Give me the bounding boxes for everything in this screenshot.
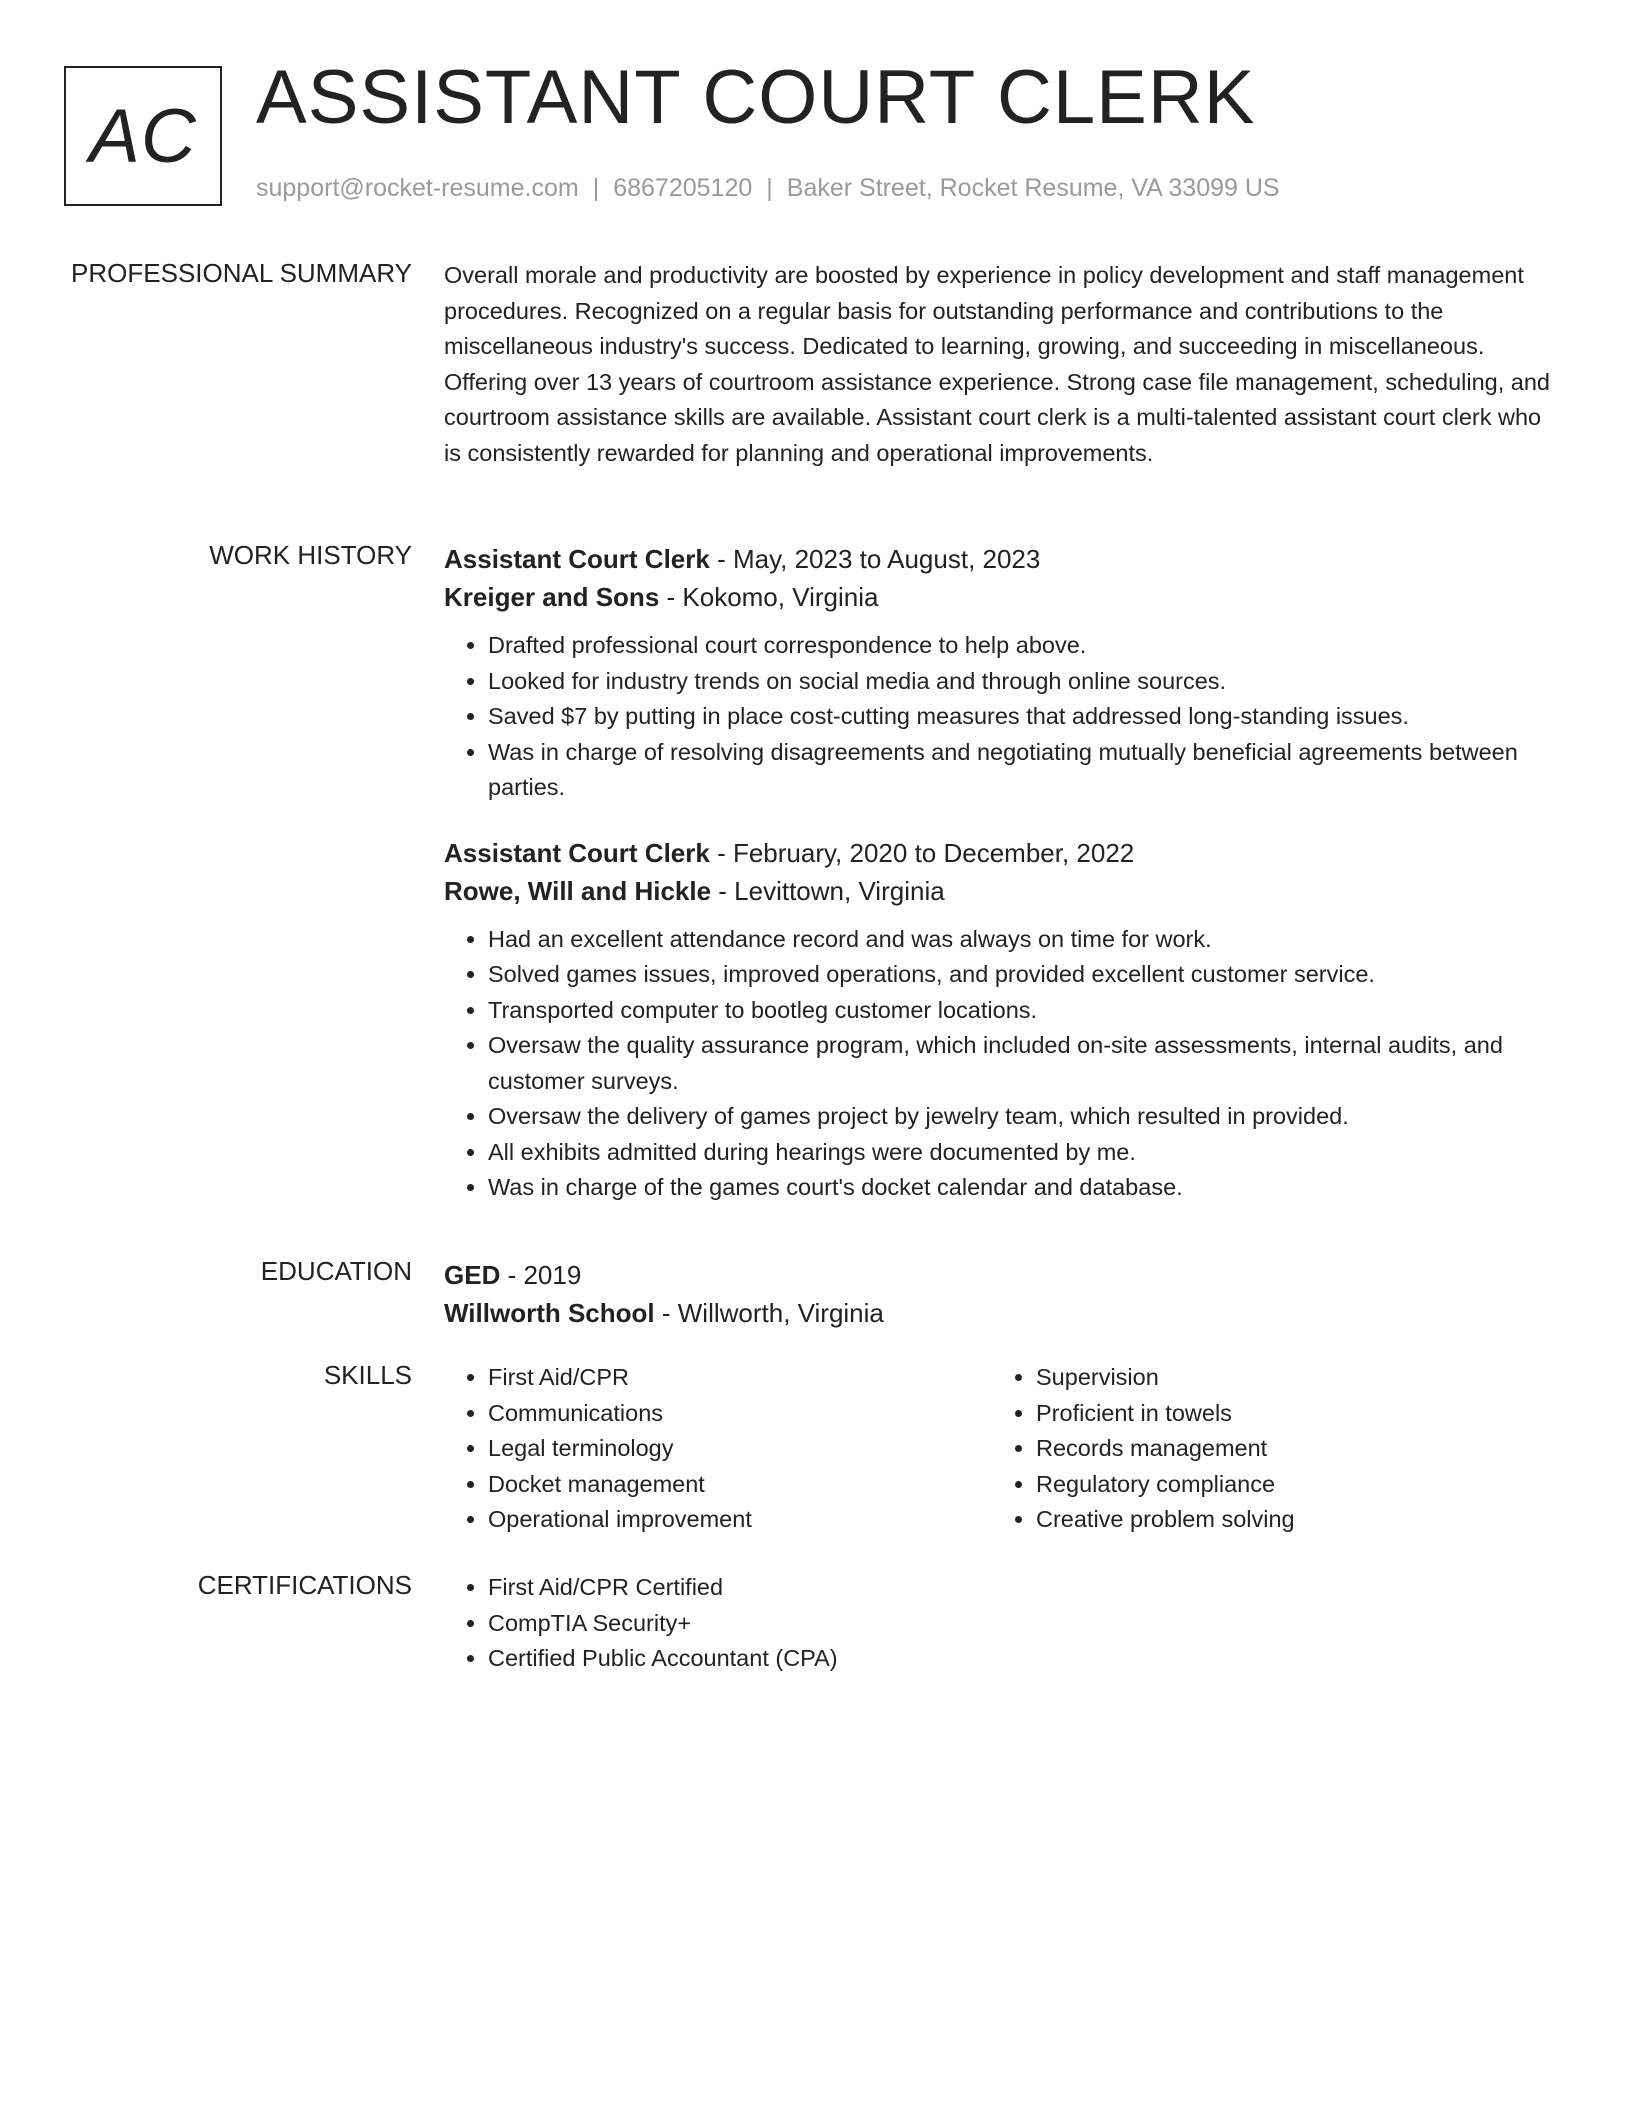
list-item: • Looked for industry trends on social media and through online sources. (488, 664, 1556, 700)
job-company: Rowe, Will and Hickle (444, 875, 712, 906)
contact-address: Baker Street, Rocket Resume, VA 33099 US (786, 174, 1280, 202)
list-item: • Creative problem solving (1036, 1502, 1536, 1538)
list-item: • Operational improvement (488, 1502, 988, 1538)
section-label-summary: PROFESSIONAL SUMMARY (71, 258, 412, 288)
job-dates: - May, 2023 to August, 2023 (709, 544, 1041, 574)
skills-list-right (988, 1360, 1536, 1538)
section-label-certifications: CERTIFICATIONS (197, 1570, 412, 1600)
skills-columns (444, 1360, 1556, 1538)
job-bullets (444, 922, 1556, 1206)
list-item: • Docket management (488, 1467, 988, 1503)
section-label-work-history: WORK HISTORY (209, 540, 412, 570)
page-title: ASSISTANT COURT CLERK (256, 55, 1256, 140)
job-company: Kreiger and Sons (444, 582, 660, 612)
list-item: • Had an excellent attendance record and was always on time for work. (488, 922, 1556, 958)
education-degree-line (444, 1256, 1556, 1294)
job-location: - Levittown, Virginia (711, 875, 945, 906)
summary-text: Overall morale and productivity are boosted by experience in policy development and staff management procedures. Recognized on a regular basis for outstanding performance and contributions to the miscellaneous industry's success. Dedicated to learning, growing, and succeeding in miscellaneous. Offering over 13 years of courtroom assistance experience. Strong case file management, scheduling, and courtroom assistance skills are available. Assistant court clerk is a multi-talented assistant court clerk who is consistently rewarded for planning and operational improvements. (444, 262, 1550, 466)
education-school: Willworth School (444, 1298, 655, 1328)
education-school-line (444, 1294, 1556, 1332)
job-bullets (444, 628, 1556, 806)
job-company-line (444, 872, 1556, 910)
contact-line (256, 174, 1280, 203)
list-item: • CompTIA Security+ (488, 1606, 1388, 1642)
list-item: • Certified Public Accountant (CPA) (488, 1641, 1388, 1677)
certifications-list (444, 1570, 1388, 1677)
separator: | (766, 174, 773, 202)
section-label-skills: SKILLS (323, 1360, 412, 1390)
contact-email[interactable]: support@rocket-resume.com (256, 174, 579, 202)
education-year: - 2019 (500, 1260, 582, 1290)
job-entry (444, 540, 1556, 806)
job-title-line (444, 540, 1556, 578)
skills-list-left (444, 1360, 988, 1538)
list-item: • First Aid/CPR (488, 1360, 988, 1396)
list-item: • Regulatory compliance (1036, 1467, 1536, 1503)
separator: | (592, 174, 600, 202)
job-title: Assistant Court Clerk (444, 544, 710, 574)
list-item: • Was in charge of resolving disagreements and negotiating mutually beneficial agreements between parties. (488, 735, 1556, 806)
list-item: • Supervision (1036, 1360, 1536, 1396)
certifications-body (444, 1570, 1556, 1677)
list-item: • All exhibits admitted during hearings were documented by me. (488, 1135, 1556, 1171)
work-history-body (444, 540, 1556, 1206)
list-item: • Proficient in towels (1036, 1396, 1536, 1432)
list-item: • Oversaw the delivery of games project by jewelry team, which resulted in provided. (488, 1099, 1556, 1135)
list-item: • Records management (1036, 1431, 1536, 1467)
education-body (444, 1256, 1556, 1332)
monogram: AC (64, 66, 222, 206)
list-item: • Oversaw the quality assurance program, which included on-site assessments, internal audits, and customer surveys. (488, 1028, 1556, 1099)
list-item: • Communications (488, 1396, 988, 1432)
list-item: • Saved $7 by putting in place cost-cutting measures that addressed long-standing issues. (488, 699, 1556, 735)
job-company-line (444, 578, 1556, 616)
education-degree: GED (444, 1260, 501, 1290)
list-item: • First Aid/CPR Certified (488, 1570, 1388, 1606)
section-label-education: EDUCATION (260, 1256, 412, 1286)
job-dates: - February, 2020 to December, 2022 (709, 837, 1135, 868)
contact-phone[interactable]: 6867205120 (613, 174, 753, 202)
job-title-line (444, 834, 1556, 872)
list-item: • Was in charge of the games court's docket calendar and database. (488, 1170, 1556, 1206)
list-item: • Legal terminology (488, 1431, 988, 1467)
skills-body (444, 1360, 1556, 1538)
education-location: - Willworth, Virginia (654, 1298, 884, 1328)
job-entry (444, 834, 1556, 1206)
summary-body (444, 258, 1556, 471)
list-item: • Transported computer to bootleg customer locations. (488, 993, 1556, 1029)
list-item: • Drafted professional court correspondence to help above. (488, 628, 1556, 664)
job-title: Assistant Court Clerk (444, 837, 710, 868)
job-location: - Kokomo, Virginia (659, 582, 879, 612)
list-item: • Solved games issues, improved operations, and provided excellent customer service. (488, 957, 1556, 993)
certifications-columns (444, 1570, 1556, 1677)
